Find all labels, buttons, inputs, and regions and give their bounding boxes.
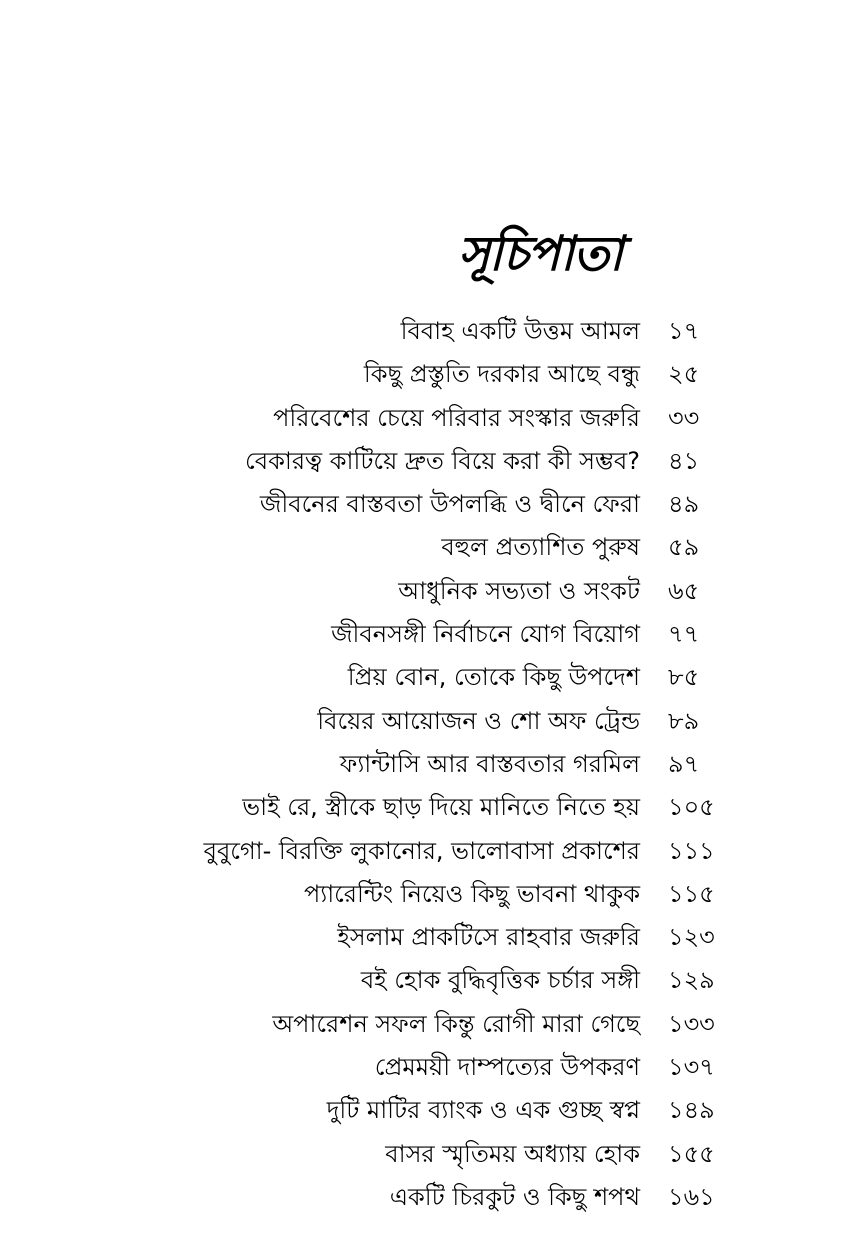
- toc-entry-page-number: ১১৫: [668, 879, 715, 908]
- toc-entry-chapter: প্রেমময়ী দাম্পত্যের উপকরণ: [374, 1053, 640, 1082]
- toc-entry: [0, 353, 868, 396]
- toc-entry-page-number: ৪১: [668, 446, 700, 475]
- toc-entry: [0, 873, 868, 916]
- toc-entry-chapter: অপারেশন সফল কিন্তু রোগী মারা গেছে: [272, 1009, 640, 1038]
- toc-entry-chapter: জীবনের বাস্তবতা উপলব্ধি ও দ্বীনে ফেরা: [259, 490, 640, 519]
- toc-entry-page-number: ১০৫: [668, 793, 715, 822]
- toc-entry-page-number: ১৬১: [668, 1182, 715, 1211]
- toc-entry-chapter: বই হোক বুদ্ধিবৃত্তিক চর্চার সঙ্গী: [360, 966, 640, 995]
- toc-entry-chapter: বিবাহ একটি উত্তম আমল: [400, 317, 640, 345]
- toc-entry-page-number: ২৫: [668, 360, 700, 389]
- toc-entry-page-number: ১৭: [668, 317, 700, 345]
- toc-entry-chapter: ভাই রে, স্ত্রীকে ছাড় দিয়ে মানিতে নিতে হয়: [242, 793, 640, 822]
- toc-entry: [0, 916, 868, 959]
- toc-entry-chapter: একটি চিরকুট ও কিছু শপথ: [389, 1182, 640, 1211]
- toc-entry: [0, 570, 868, 613]
- toc-entry-chapter: কিছু প্রস্তুতি দরকার আছে বন্ধু: [363, 360, 640, 389]
- toc-entry-page-number: ৯৭: [668, 749, 700, 778]
- toc-entry-chapter: ইসলাম প্রাকটিসে রাহবার জরুরি: [337, 923, 640, 952]
- toc-entry: [0, 959, 868, 1002]
- toc-entry-page-number: ১৫৫: [668, 1139, 715, 1168]
- toc-list: [0, 310, 868, 1219]
- toc-entry-chapter: আধুনিক সভ্যতা ও সংকট: [398, 576, 640, 605]
- toc-title: সূচিপাতা: [458, 226, 622, 282]
- toc-entry-page-number: ৪৯: [668, 490, 700, 519]
- toc-entry-page-number: ১৩৩: [668, 1009, 715, 1038]
- toc-entry-chapter: পরিবেশের চেয়ে পরিবার সংস্কার জরুরি: [273, 403, 640, 432]
- toc-entry-chapter: প্রিয় বোন, তোকে কিছু উপদেশ: [347, 663, 640, 692]
- toc-entry-page-number: ১১১: [668, 836, 715, 865]
- toc-entry: [0, 526, 868, 569]
- toc-entry-chapter: বাসর স্মৃতিময় অধ্যায় হোক: [385, 1139, 640, 1168]
- toc-entry-chapter: বেকারত্ব কাটিয়ে দ্রুত বিয়ে করা কী সম্ভব?: [244, 446, 640, 475]
- toc-entry: [0, 1003, 868, 1046]
- toc-entry: [0, 656, 868, 699]
- toc-entry-page-number: ৬৫: [668, 576, 700, 605]
- toc-entry-page-number: ১৩৭: [668, 1053, 715, 1082]
- toc-entry-page-number: ৭৭: [668, 620, 700, 649]
- toc-entry: [0, 310, 868, 353]
- toc-entry-chapter: জীবনসঙ্গী নির্বাচনে যোগ বিয়োগ: [331, 620, 640, 649]
- toc-entry: [0, 743, 868, 786]
- toc-entry: [0, 613, 868, 656]
- toc-entry-page-number: ৮৫: [668, 663, 700, 692]
- toc-entry-chapter: দুটি মাটির ব্যাংক ও এক গুচ্ছ স্বপ্ন: [326, 1096, 640, 1125]
- toc-entry: [0, 440, 868, 483]
- toc-entry-chapter: ফ্যান্টাসি আর বাস্তবতার গরমিল: [339, 749, 640, 778]
- toc-entry-page-number: ১৪৯: [668, 1096, 715, 1125]
- toc-entry-chapter: প্যারেন্টিং নিয়েও কিছু ভাবনা থাকুক: [303, 879, 640, 908]
- toc-entry-page-number: ১২৯: [668, 966, 715, 995]
- toc-entry: [0, 1046, 868, 1089]
- toc-entry: [0, 1089, 868, 1132]
- toc-entry-page-number: ৩৩: [668, 403, 700, 432]
- toc-entry: [0, 483, 868, 526]
- toc-entry: [0, 830, 868, 873]
- toc-entry-page-number: ১২৩: [668, 923, 715, 952]
- toc-entry: [0, 397, 868, 440]
- toc-entry-page-number: ৮৯: [668, 706, 700, 735]
- toc-entry-page-number: ৫৯: [668, 533, 700, 562]
- toc-entry-chapter: বহুল প্রত্যাশিত পুরুষ: [441, 533, 640, 562]
- toc-entry-chapter: বিয়ের আয়োজন ও শো অফ ট্রেন্ড: [317, 706, 640, 735]
- toc-entry: [0, 1133, 868, 1176]
- toc-entry-chapter: বুবুগো- বিরক্তি লুকানোর, ভালোবাসা প্রকাশের: [203, 836, 640, 865]
- toc-entry: [0, 700, 868, 743]
- toc-entry: [0, 786, 868, 829]
- toc-entry: [0, 1176, 868, 1219]
